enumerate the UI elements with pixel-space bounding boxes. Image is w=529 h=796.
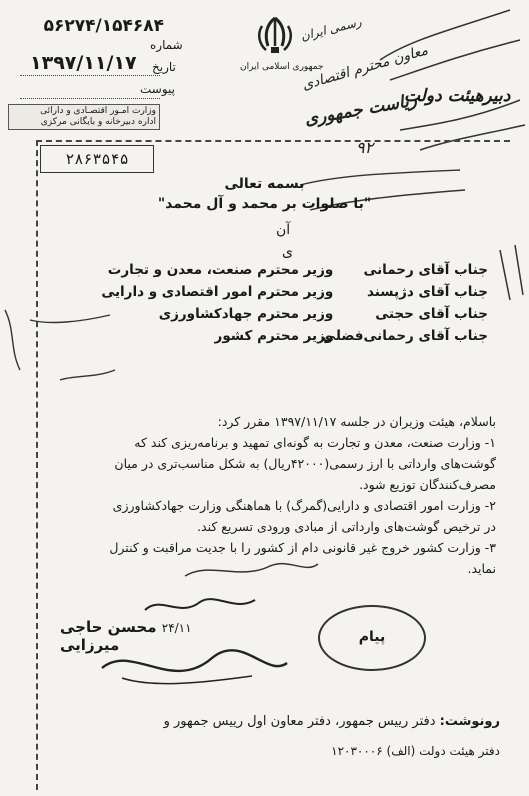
copy-label: رونوشت: bbox=[439, 714, 500, 729]
recipient-list bbox=[101, 262, 488, 350]
letter-date-value: ۱۳۹۷/۱۱/۱۷ bbox=[30, 52, 137, 74]
recipient-row bbox=[107, 262, 488, 284]
signature-flourish bbox=[92, 638, 292, 698]
body-paragraph: ۳- وزارت کشور خروج غیر قانونی دام از کشور را با جدیت مراقبت و کنترل bbox=[109, 540, 496, 555]
government-body-name: دبیرهیئت دولت bbox=[404, 86, 511, 106]
letter-number bbox=[16, 16, 164, 36]
recipient-row bbox=[118, 306, 488, 328]
handwritten-note-1: رسمی ایران bbox=[299, 14, 363, 44]
handwritten-side-note-right bbox=[495, 240, 529, 330]
letter-number-label: شماره bbox=[150, 38, 183, 52]
recipient-title: وزیر محترم صنعت، معدن و تجارت bbox=[107, 262, 334, 278]
official-seal bbox=[318, 605, 426, 671]
address-line-2: ی bbox=[282, 244, 293, 260]
handwritten-note-2: معاون محترم اقتصادی bbox=[300, 42, 430, 94]
address-line-1: آن bbox=[276, 222, 291, 238]
body-paragraph: مصرف‌کنندگان توزیع شود. bbox=[359, 477, 496, 492]
handwritten-remark bbox=[180, 556, 320, 586]
body-paragraph: گوشت‌های وارداتی با ارز رسمی(۴۲۰۰۰ریال) به شکل مناسب‌تری در میان bbox=[114, 456, 496, 471]
bismillah: بسمه تعالی bbox=[224, 176, 305, 192]
copy-text: دفتر رییس جمهور، دفتر معاون اول رییس جمهور و bbox=[163, 714, 436, 729]
body-paragraph: ۲- وزارت امور اقتصادی و دارایی(گمرگ) با هماهنگی وزارت جهادکشاورزی bbox=[112, 498, 496, 513]
attachment-underline bbox=[20, 98, 160, 99]
recipient-name: جناب آقای دژپسند bbox=[367, 284, 488, 300]
copy-line bbox=[60, 714, 500, 729]
recipient-row bbox=[118, 328, 488, 350]
handwritten-note-3: ریاست جمهوری bbox=[303, 90, 419, 130]
letter-date-label: تاریخ bbox=[152, 60, 176, 74]
recipient-title: وزیر محترم جهادکشاورزی bbox=[158, 306, 334, 322]
signatory-name-text: محسن حاجی میرزایی bbox=[60, 618, 157, 654]
emblem-caption: جمهوری اسلامی ایران bbox=[240, 62, 324, 72]
body-paragraph: نماید. bbox=[467, 561, 496, 576]
handwritten-corner-number: ۹۲ bbox=[356, 138, 374, 157]
signature-date: ۲۴/۱۱ bbox=[161, 621, 192, 635]
recipient-title: وزیر محترم امور اقتصادی و دارایی bbox=[101, 284, 334, 300]
seal-text: پیام bbox=[358, 629, 386, 645]
copy-line-2: دفتر هیئت دولت (الف) ۱۲۰۳۰۰۰۶ bbox=[331, 744, 500, 758]
recipient-name: جناب آقای رحمانی‌فضلی bbox=[322, 328, 488, 344]
received-number-stamp: ۲۸۶۳۵۴۵ bbox=[40, 145, 154, 173]
iran-emblem-icon bbox=[254, 16, 296, 56]
attachment-label: پیوست bbox=[140, 82, 175, 96]
recipient-name: جناب آقای رحمانی bbox=[363, 262, 488, 278]
letter-number-value: ۵۶۲۷۴/۱۵۴۶۸۴ bbox=[43, 16, 164, 36]
ministry-stamp-line1: وزارت امـور اقتصـادی و دارائی bbox=[40, 106, 156, 116]
body-paragraph: باسلام، هیئت وزیران در جلسه ۱۳۹۷/۱۱/۱۷ مقرر کرد: bbox=[217, 414, 496, 429]
ministry-stamp-line2: اداره دبیرخانه و بایگانی مرکزی bbox=[40, 117, 156, 127]
recipient-title: وزیر محترم کشور bbox=[214, 328, 334, 344]
ministry-stamp bbox=[8, 104, 160, 130]
body-paragraph: ۱- وزارت صنعت، معدن و تجارت به گونه‌ای تمهید و برنامه‌ریزی کند که bbox=[134, 435, 496, 450]
date-underline bbox=[20, 75, 160, 76]
body-paragraph: در ترخیص گوشت‌های وارداتی از مبادی ورودی تسریع کند. bbox=[197, 519, 496, 534]
recipient-row bbox=[101, 284, 488, 306]
recipient-name: جناب آقای حجتی bbox=[375, 306, 488, 322]
signature-scribble bbox=[140, 590, 260, 620]
handwritten-side-note-left bbox=[0, 300, 120, 410]
salawat: "با صلوات بر محمد و آل محمد" bbox=[157, 196, 372, 212]
